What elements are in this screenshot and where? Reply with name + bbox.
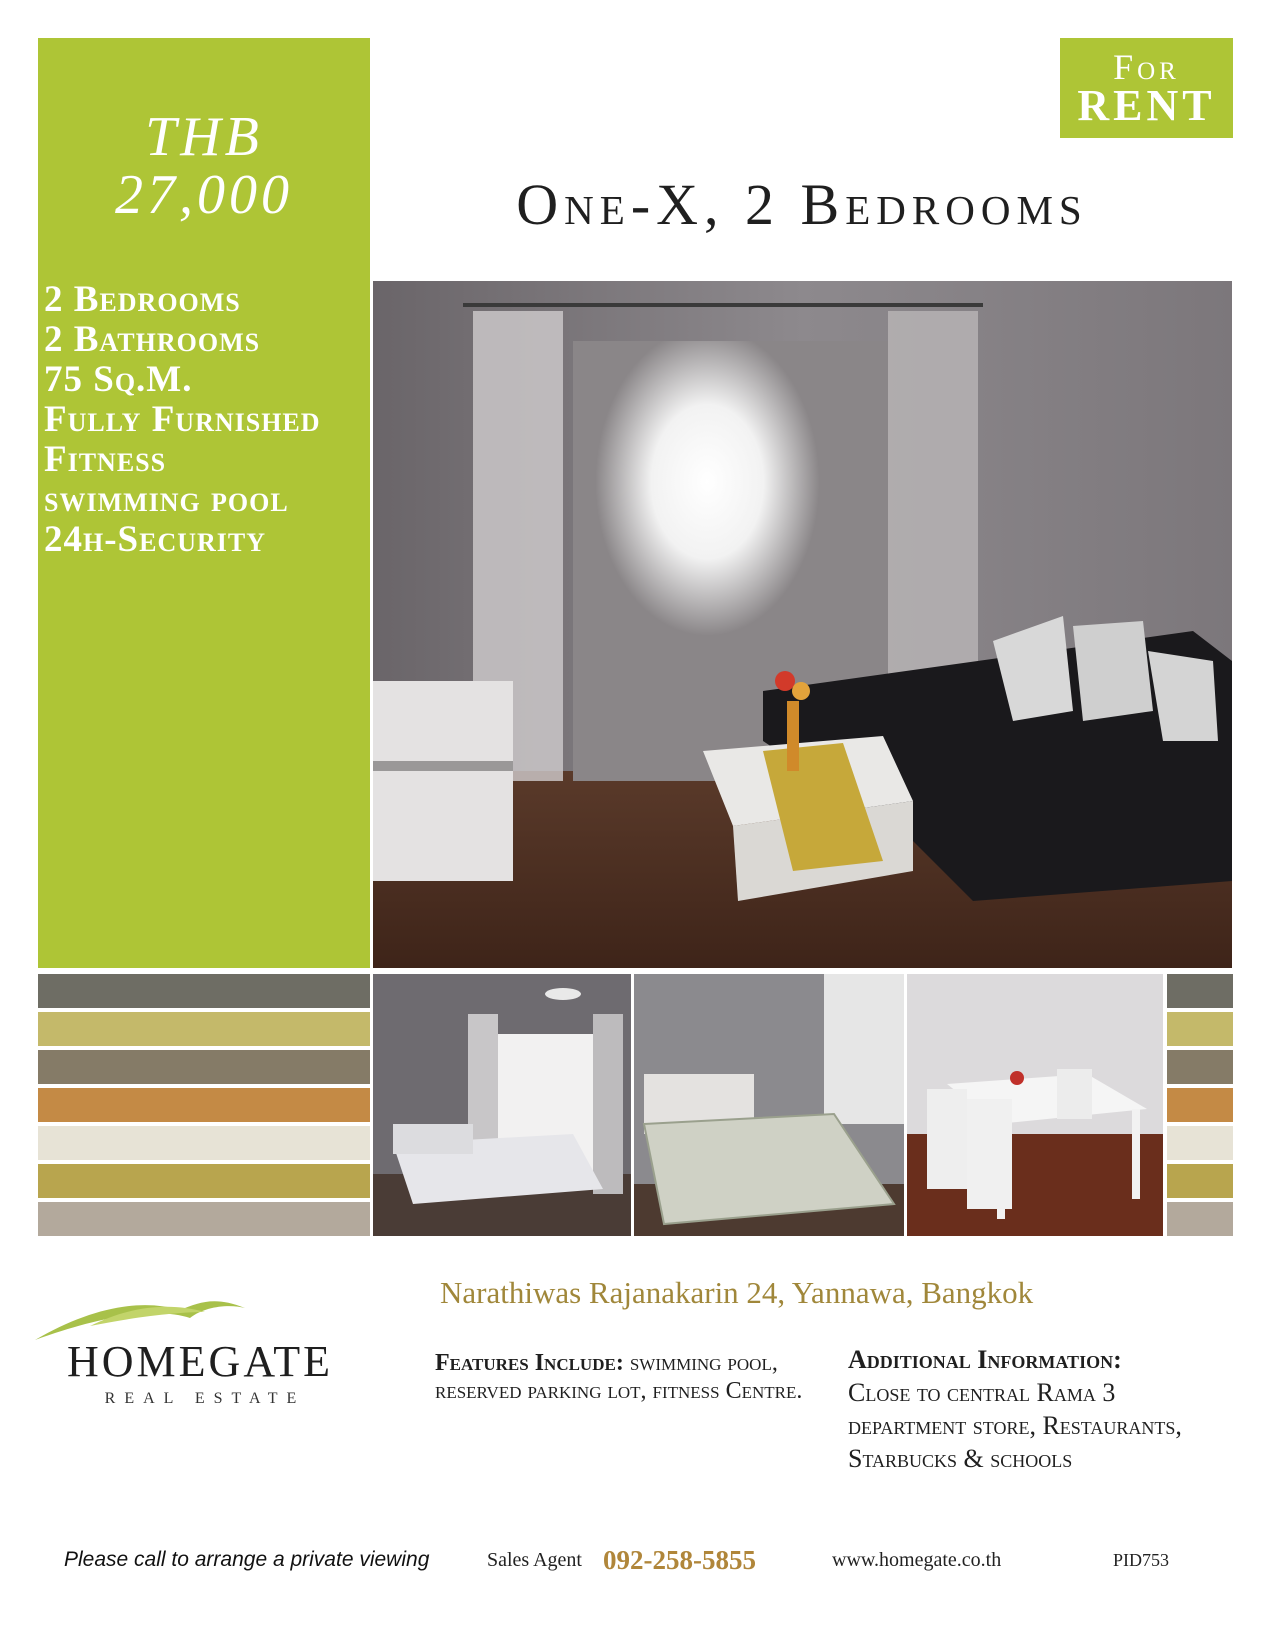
additional-label: Additional Information: — [848, 1345, 1122, 1374]
page-title: One-X, 2 Bedrooms — [516, 172, 1088, 237]
dining-photo — [907, 974, 1163, 1236]
features-block — [435, 1349, 815, 1405]
footer-phone[interactable]: 092-258-5855 — [603, 1545, 756, 1575]
swatch — [1167, 1126, 1233, 1160]
footer-pid: PID753 — [1113, 1550, 1170, 1570]
bedroom-photo-1 — [373, 974, 631, 1236]
logo-name: HOMEGATE — [67, 1337, 333, 1386]
features-label: Features Include: — [435, 1350, 624, 1376]
swatch — [38, 1012, 370, 1046]
footer-call-text: Please call to arrange a private viewing — [64, 1548, 430, 1571]
logo-hills-icon — [30, 1288, 370, 1408]
price — [38, 108, 370, 224]
spec-item: 24h-Security — [44, 519, 267, 560]
spec-item: 2 Bathrooms — [44, 319, 261, 360]
footer-agent-label: Sales Agent — [487, 1549, 582, 1571]
swatch — [38, 974, 370, 1008]
features-text: swimming pool, reserved parking lot, fitness Centre. — [435, 1350, 803, 1404]
property-address: Narathiwas Rajanakarin 24, Yannawa, Bangkok — [440, 1275, 1034, 1310]
spec-item: Fully Furnished — [44, 399, 321, 440]
badge-line-2: RENT — [1077, 81, 1216, 130]
living-room-photo — [373, 281, 1232, 968]
spec-item: Fitness — [44, 439, 167, 480]
homegate-logo — [30, 1288, 370, 1408]
swatch — [1167, 974, 1233, 1008]
swatch — [38, 1050, 370, 1084]
spec-list — [44, 280, 370, 560]
spec-item: 75 Sq.M. — [44, 359, 193, 400]
bedroom-photo-2 — [634, 974, 904, 1236]
price-currency: THB — [145, 106, 263, 168]
swatch — [38, 1126, 370, 1160]
swatch — [1167, 1012, 1233, 1046]
additional-text: Close to central Rama 3 department store, Restaurants, Starbucks & schools — [848, 1378, 1182, 1473]
spec-item: swimming pool — [44, 479, 289, 520]
spec-item: 2 Bedrooms — [44, 279, 241, 320]
footer-website[interactable]: www.homegate.co.th — [832, 1549, 1002, 1571]
swatch — [1167, 1088, 1233, 1122]
swatch — [1167, 1050, 1233, 1084]
badge-line-1: For — [1113, 47, 1180, 87]
price-amount: 27,000 — [115, 164, 293, 226]
swatch — [38, 1202, 370, 1236]
swatch — [38, 1164, 370, 1198]
logo-sub: REAL ESTATE — [104, 1390, 306, 1407]
for-rent-badge — [1060, 38, 1233, 138]
swatch — [38, 1088, 370, 1122]
swatch — [1167, 1164, 1233, 1198]
swatch — [1167, 1202, 1233, 1236]
additional-info-block — [848, 1343, 1238, 1475]
